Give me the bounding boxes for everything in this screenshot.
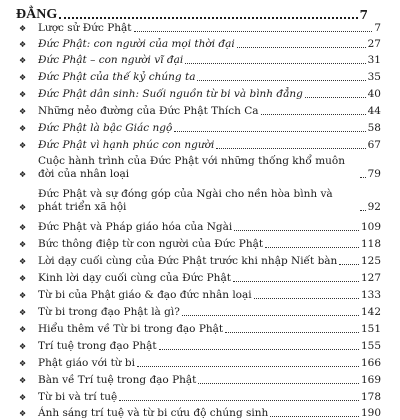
toc-entry-page: 166 — [360, 357, 381, 369]
dot-leader — [305, 97, 366, 98]
toc-entry-title: Trí tuệ trong đạo Phật — [38, 340, 157, 352]
toc-entry-page: 142 — [360, 306, 381, 318]
toc-entry-title: Đức Phật: con người của mọi thời đại — [38, 38, 235, 50]
toc-entry-title: Đức Phật là bậc Giác ngộ — [38, 122, 173, 134]
toc-entry-page: 169 — [360, 374, 381, 386]
toc-entry — [0, 105, 400, 118]
toc-entry — [0, 323, 400, 336]
toc-entry — [0, 139, 400, 152]
diamond-bullet-icon: ❖ — [19, 308, 27, 317]
toc-entry-page: 151 — [360, 323, 381, 335]
toc-entry-page: 190 — [360, 407, 381, 419]
diamond-bullet-icon: ❖ — [19, 240, 27, 249]
toc-entry — [0, 38, 400, 51]
toc-entry-page: 35 — [367, 71, 381, 83]
dot-leader — [265, 247, 359, 248]
dot-leader — [261, 114, 366, 115]
toc-entry-page: 40 — [367, 88, 381, 100]
dot-leader — [134, 31, 373, 32]
diamond-bullet-icon: ❖ — [19, 56, 27, 65]
toc-entry-title: Từ bi trong đạo Phật là gì? — [38, 306, 180, 318]
toc-entry-title: Đức Phật và Pháp giáo hóa của Ngài — [38, 221, 233, 233]
dot-leader — [119, 400, 359, 401]
diamond-bullet-icon: ❖ — [19, 376, 27, 385]
dot-leader — [174, 131, 365, 132]
toc-entry-title: Ánh sáng trí tuệ và từ bi cứu độ chúng sinh — [38, 407, 269, 419]
toc-entry-page: 127 — [360, 272, 381, 284]
dot-leader — [59, 17, 357, 19]
toc-entry-title: Đức Phật của thế kỷ chúng ta — [38, 71, 196, 83]
dot-leader — [198, 383, 359, 384]
toc-entry — [0, 340, 400, 353]
toc-entry — [0, 221, 400, 234]
toc-entry-page: 79 — [367, 168, 381, 180]
toc-entry-title: Từ bi của Phật giáo & đạo đức nhân loại — [38, 289, 252, 301]
toc-entry — [0, 272, 400, 285]
diamond-bullet-icon: ❖ — [19, 325, 27, 334]
toc-entry-title: Lời dạy cuối cùng của Đức Phật trước khi nhập Niết bàn — [38, 255, 338, 267]
toc-entry — [0, 255, 400, 268]
toc-entry-title: Đức Phật dân sinh: Suối nguồn từ bi và bình đẳng — [38, 88, 303, 100]
toc-entry-page: 58 — [367, 122, 381, 134]
toc-entry-title: Cuộc hành trình của Đức Phật với những thống khổ muôn đời của nhân loại — [38, 155, 345, 180]
toc-entry-title: Phật giáo với từ bi — [38, 357, 135, 369]
dot-leader — [182, 315, 359, 316]
diamond-bullet-icon: ❖ — [19, 409, 27, 418]
diamond-bullet-icon: ❖ — [19, 73, 27, 82]
toc-entry-page: 178 — [360, 391, 381, 403]
toc-entry — [0, 238, 400, 251]
toc-entry-page: 67 — [367, 139, 381, 151]
toc-entry — [0, 22, 400, 35]
dot-leader — [234, 230, 359, 231]
section-heading-text: ĐẲNG — [16, 7, 58, 22]
diamond-bullet-icon: ❖ — [19, 291, 27, 300]
toc-entry-title: Bàn về Trí tuệ trong đạo Phật — [38, 374, 197, 386]
toc-entry — [0, 306, 400, 319]
toc-entry-title: Từ bi và trí tuệ — [38, 391, 118, 403]
toc-entry — [0, 407, 400, 420]
toc-entry-title: Đức Phật – con người vĩ đại — [38, 54, 184, 66]
toc-entry-page: 155 — [360, 340, 381, 352]
dot-leader — [360, 210, 366, 211]
dot-leader — [225, 332, 359, 333]
toc-entry-title: Đức Phật và sự đóng góp của Ngài cho nền hòa bình và phát triển xã hội — [38, 188, 333, 213]
dot-leader — [339, 264, 359, 265]
dot-leader — [197, 80, 365, 81]
section-heading — [16, 4, 368, 22]
section-heading-page: 7 — [359, 8, 368, 22]
diamond-bullet-icon: ❖ — [19, 274, 27, 283]
dot-leader — [254, 298, 359, 299]
diamond-bullet-icon: ❖ — [19, 393, 27, 402]
dot-leader — [233, 281, 359, 282]
diamond-bullet-icon: ❖ — [19, 24, 27, 33]
diamond-bullet-icon: ❖ — [19, 203, 27, 212]
toc-entry — [0, 54, 400, 67]
toc-entry-page: 27 — [367, 38, 381, 50]
toc-entry — [0, 188, 400, 214]
toc-entry — [0, 88, 400, 101]
dot-leader — [216, 148, 365, 149]
diamond-bullet-icon: ❖ — [19, 342, 27, 351]
dot-leader — [137, 366, 359, 367]
toc-entry — [0, 71, 400, 84]
toc-entry-page: 31 — [367, 54, 381, 66]
dot-leader — [185, 63, 365, 64]
toc-entry-page: 7 — [374, 22, 381, 34]
toc-entry — [0, 122, 400, 135]
toc-entry-title: Kinh lời dạy cuối cùng của Đức Phật — [38, 272, 231, 284]
toc-entry-page: 44 — [367, 105, 381, 117]
dot-leader — [159, 349, 359, 350]
diamond-bullet-icon: ❖ — [19, 141, 27, 150]
toc-entry — [0, 374, 400, 387]
diamond-bullet-icon: ❖ — [19, 257, 27, 266]
toc-entry — [0, 391, 400, 404]
toc-entry-title: Bức thông điệp từ con người của Đức Phật — [38, 238, 264, 250]
dot-leader — [360, 177, 366, 178]
toc-entry — [0, 155, 400, 181]
toc-entry-page: 109 — [360, 221, 381, 233]
toc-entry-page: 118 — [360, 238, 381, 250]
toc-entry-title: Đức Phật vì hạnh phúc con người — [38, 139, 215, 151]
toc-entry-page: 125 — [360, 255, 381, 267]
toc-entry-title: Hiểu thêm về Từ bi trong đạo Phật — [38, 323, 224, 335]
diamond-bullet-icon: ❖ — [19, 107, 27, 116]
diamond-bullet-icon: ❖ — [19, 170, 27, 179]
toc-entry — [0, 357, 400, 370]
toc-entry-page: 92 — [367, 201, 381, 213]
dot-leader — [237, 47, 366, 48]
toc-entry-title: Những nẻo đường của Đức Phật Thích Ca — [38, 105, 259, 117]
dot-leader — [270, 416, 359, 417]
diamond-bullet-icon: ❖ — [19, 223, 27, 232]
toc-entry-page: 133 — [360, 289, 381, 301]
diamond-bullet-icon: ❖ — [19, 359, 27, 368]
diamond-bullet-icon: ❖ — [19, 40, 27, 49]
diamond-bullet-icon: ❖ — [19, 124, 27, 133]
diamond-bullet-icon: ❖ — [19, 90, 27, 99]
toc-entry — [0, 289, 400, 302]
toc-entry-title: Lược sử Đức Phật — [38, 22, 132, 34]
